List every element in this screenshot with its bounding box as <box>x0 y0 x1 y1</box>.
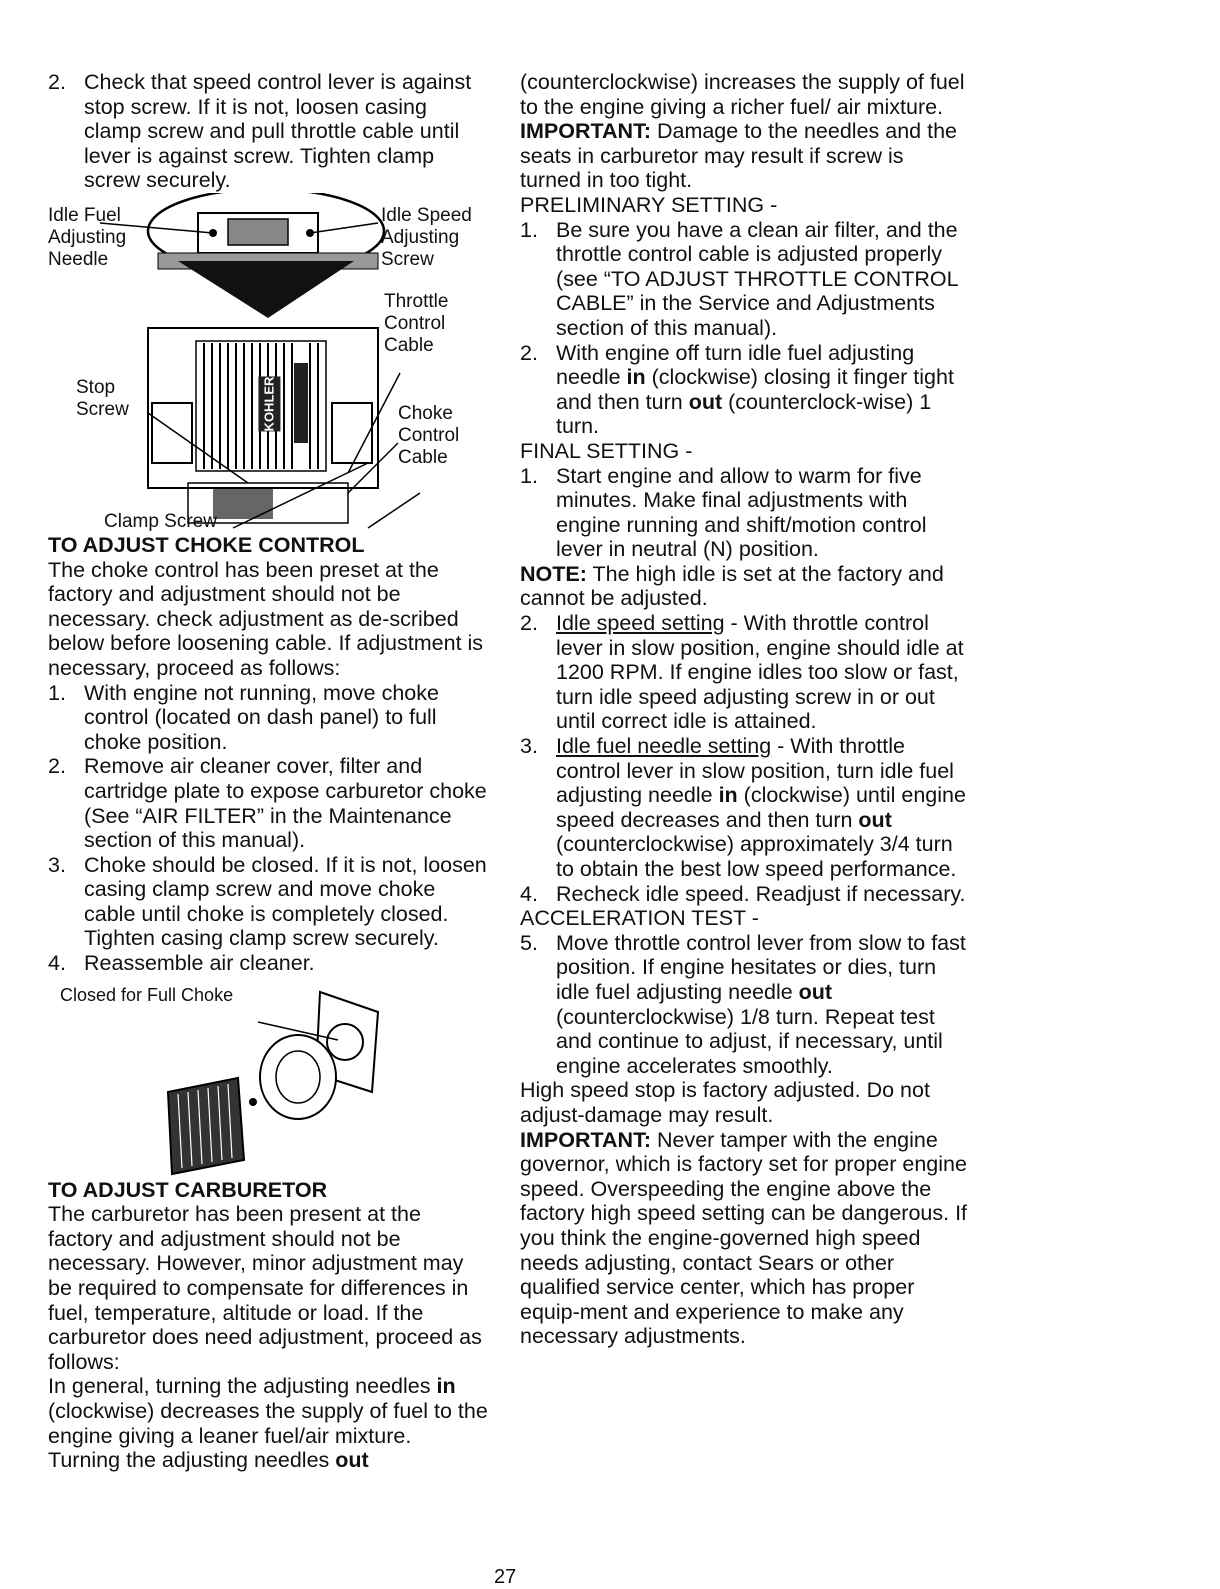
acceleration-steps <box>520 931 970 1079</box>
page-number: 27 <box>494 1566 517 1588</box>
high-speed-note: High speed stop is factory adjusted. Do not adjust-damage may result. <box>520 1078 930 1127</box>
list-item: 3. Choke should be closed. If it is not, loosen casing clamp screw and move choke cable until choke is completely closed. Tighten casing clamp screw securely. <box>48 852 487 951</box>
left-column <box>48 70 488 1473</box>
list-item: 1. Start engine and allow to warm for five minutes. Make final adjustments with engine running and shift/motion control lever in neutral (N) position. <box>520 463 927 562</box>
list-item: 1. Be sure you have a clean air filter, and the throttle control cable is adjusted properly (see “TO ADJUST THROTTLE CONTROL CABLE” in the Service and Adjustments section of this manual). <box>520 217 958 340</box>
list-item: 2. Remove air cleaner cover, filter and cartridge plate to expose carburetor choke (See “AIR FILTER” in the Maintenance section of this manual). <box>48 754 487 853</box>
list-item: 2. Idle speed setting - With throttle control lever in slow position, engine should idle at 1200 RPM. If engine idles too slow or fast, turn idle speed adjusting screw in or out until correct idle is attained. <box>520 611 964 734</box>
engine-carburetor-figure <box>48 193 488 533</box>
label-closed-full-choke: Closed for Full Choke <box>60 984 234 1005</box>
carburetor-intro: The carburetor has been present at the factory and adjustment should not be necessary. However, minor adjustment may be required to compensate for differences in fuel, temperature, altitude or load. If the carburetor does need adjustment, proceed as follows: <box>48 1202 482 1374</box>
continued-text: (counterclockwise) increases the supply of fuel to the engine giving a richer fuel/ air mixture. <box>520 70 965 119</box>
list-item: 5. Move throttle control lever from slow to fast position. If engine hesitates or dies, turn idle fuel adjusting needle out (counterclockwise) 1/8 turn. Repeat test and continue to adjust, if necessary, until engine accelerates smoothly. <box>520 930 966 1078</box>
label-stop-screw: Stop Screw <box>76 376 129 420</box>
label-idle-speed-screw: Idle Speed Adjusting Screw <box>381 204 472 270</box>
important-note-2: IMPORTANT: Never tamper with the engine governor, which is factory set for proper engine speed. Overspeeding the engine above the factory high speed setting can be dangerous. If you think the engine-governed high speed needs adjusting, contact Sears or other qualified service center, which has proper equip-ment and experience to make any necessary adjustments. <box>520 1127 968 1349</box>
right-column <box>520 70 970 1349</box>
final-steps-2 <box>520 611 970 906</box>
final-heading: FINAL SETTING - <box>520 438 693 463</box>
label-clamp-screw: Clamp Screw <box>104 510 217 532</box>
choke-steps <box>48 681 488 976</box>
carburetor-heading: TO ADJUST CARBURETOR <box>48 1177 328 1202</box>
acceleration-heading: ACCELERATION TEST - <box>520 906 759 931</box>
carburetor-general: In general, turning the adjusting needles in (clockwise) decreases the supply of fuel to the engine giving a leaner fuel/air mixture. Turning the adjusting needles out <box>48 1374 488 1473</box>
list-item: 4. Recheck idle speed. Readjust if necessary. <box>520 881 966 906</box>
choke-figure <box>48 982 488 1178</box>
list-item: 2. With engine off turn idle fuel adjusting needle in (clockwise) closing it finger tight and then turn out (counterclock-wise) 1 turn. <box>520 340 954 439</box>
label-choke-cable: Choke Control Cable <box>398 402 460 468</box>
brand-logo: KOHLER <box>258 377 280 432</box>
choke-heading: TO ADJUST CHOKE CONTROL <box>48 532 365 557</box>
label-throttle-cable: Throttle Control Cable <box>384 290 449 356</box>
list-item: 1. With engine not running, move choke control (located on dash panel) to full choke position. <box>48 680 439 754</box>
preliminary-heading: PRELIMINARY SETTING - <box>520 192 778 217</box>
air-cleaner-illustration <box>48 982 488 1178</box>
list-item: 2. Check that speed control lever is against stop screw. If it is not, loosen casing clamp screw and pull throttle cable until lever is against screw. Tighten clamp screw securely. <box>48 70 488 193</box>
list-item: 4. Reassemble air cleaner. <box>48 951 315 976</box>
step-text: Check that speed control lever is against stop screw. If it is not, loosen casing clamp screw and pull throttle cable until lever is against screw. Tighten clamp screw securely. <box>84 70 472 193</box>
final-steps-1 <box>520 464 970 562</box>
step-list <box>48 70 488 193</box>
list-item: 3. Idle fuel needle setting - With throttle control lever in slow position, turn idle fuel adjusting needle in (clockwise) until engine speed decreases and then turn out (counterclockwise) approximately 3/4 turn to obtain the best low speed performance. <box>520 734 966 881</box>
note: NOTE: The high idle is set at the factory and cannot be adjusted. <box>520 561 944 611</box>
important-note-1: IMPORTANT: Damage to the needles and the seats in carburetor may result if screw is turned in too tight. <box>520 119 957 193</box>
label-idle-fuel-needle: Idle Fuel Adjusting Needle <box>48 204 127 270</box>
preliminary-steps <box>520 218 970 439</box>
choke-intro: The choke control has been preset at the factory and adjustment should not be necessary. check adjustment as de-scribed below before loosening cable. If adjustment is necessary, proceed as follows: <box>48 557 484 680</box>
